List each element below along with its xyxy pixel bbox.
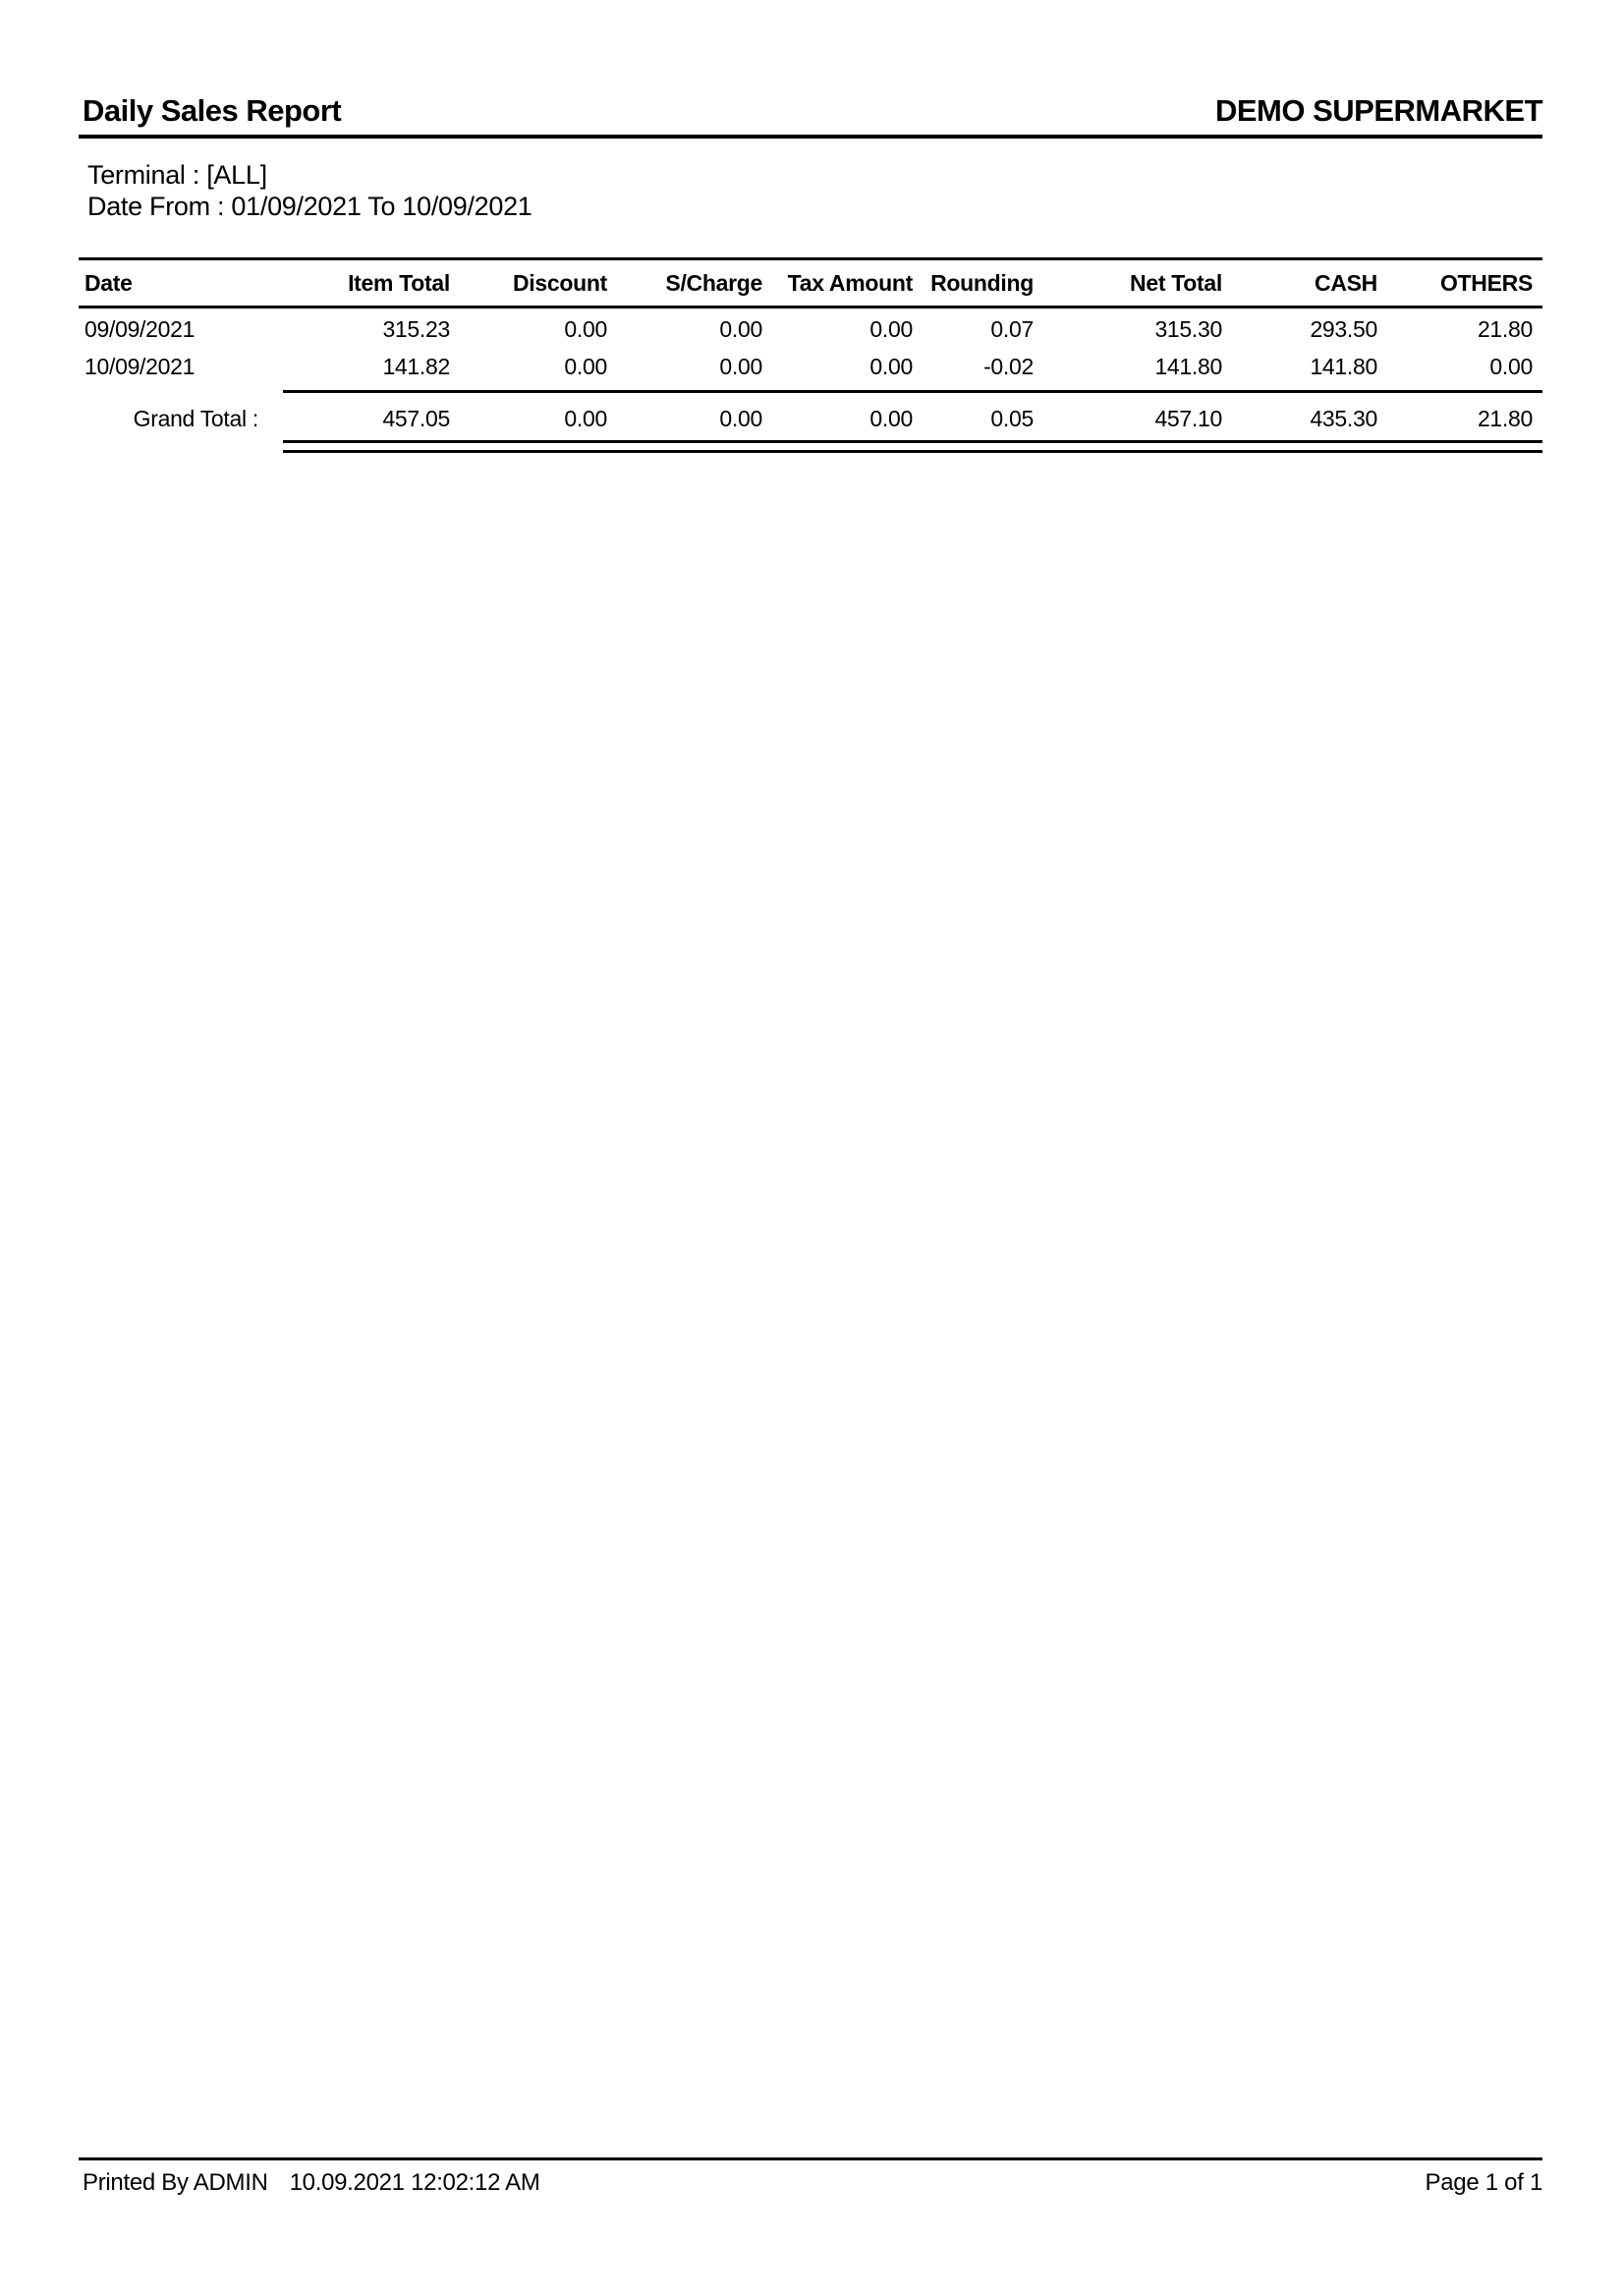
column-header-cash: CASH <box>1232 257 1387 308</box>
cell-rounding: 0.07 <box>990 316 1034 342</box>
cell-discount: 0.00 <box>564 316 607 342</box>
report-footer <box>79 2157 1542 2197</box>
footer-left <box>79 2169 540 2197</box>
grand-total-net-total: 457.10 <box>1043 390 1232 443</box>
grand-total-tax-amount: 0.00 <box>772 390 923 443</box>
table-row <box>79 346 1542 383</box>
date-range-line: Date From : 01/09/2021 To 10/09/2021 <box>87 192 532 221</box>
grand-total-cash: 435.30 <box>1232 390 1387 443</box>
grand-total-s-charge: 0.00 <box>617 390 772 443</box>
grand-total-item-total: 457.05 <box>283 390 460 443</box>
grand-total-rounding: 0.05 <box>923 390 1043 443</box>
page-title: Daily Sales Report <box>83 93 342 128</box>
cell-tax-amount: 0.00 <box>869 316 913 342</box>
grand-total-underline-row <box>79 450 1542 453</box>
cell-tax-amount: 0.00 <box>869 354 913 379</box>
spacer-row <box>79 383 1542 390</box>
printed-by-label: Printed By ADMIN <box>83 2169 268 2196</box>
table-header-row <box>79 257 1542 308</box>
column-header-item-total: Item Total <box>283 257 460 308</box>
sales-table <box>79 257 1542 453</box>
cell-net-total: 315.30 <box>1154 316 1222 342</box>
column-header-net-total: Net Total <box>1043 257 1232 308</box>
cell-item-total: 141.82 <box>382 354 450 379</box>
cell-cash: 141.80 <box>1310 354 1377 379</box>
column-header-discount: Discount <box>460 257 617 308</box>
cell-rounding: -0.02 <box>983 354 1034 379</box>
table-row <box>79 308 1542 346</box>
column-header-s-charge: S/Charge <box>617 257 772 308</box>
column-header-date: Date <box>79 257 283 308</box>
company-name: DEMO SUPERMARKET <box>1214 93 1542 128</box>
cell-date: 09/09/2021 <box>84 316 196 342</box>
cell-discount: 0.00 <box>564 354 607 379</box>
cell-s-charge: 0.00 <box>719 354 762 379</box>
grand-total-underline <box>283 450 1542 453</box>
cell-net-total: 141.80 <box>1154 354 1222 379</box>
page-number: Page 1 of 1 <box>1425 2169 1542 2196</box>
cell-s-charge: 0.00 <box>719 316 762 342</box>
column-header-others: OTHERS <box>1387 257 1542 308</box>
cell-others: 21.80 <box>1477 316 1533 342</box>
report-meta <box>79 159 1542 222</box>
header-divider <box>79 135 1542 139</box>
cell-cash: 293.50 <box>1310 316 1377 342</box>
grand-total-others: 21.80 <box>1387 390 1542 443</box>
report-header <box>79 93 1542 129</box>
column-header-rounding: Rounding <box>923 257 1043 308</box>
grand-total-row <box>79 390 1542 443</box>
cell-item-total: 315.23 <box>382 316 450 342</box>
column-header-tax-amount: Tax Amount <box>772 257 923 308</box>
sales-table-wrap <box>79 257 1542 453</box>
spacer-row <box>79 443 1542 450</box>
cell-date: 10/09/2021 <box>84 354 196 379</box>
grand-total-label: Grand Total : <box>133 406 258 431</box>
cell-others: 0.00 <box>1489 354 1533 379</box>
printed-at-timestamp: 10.09.2021 12:02:12 AM <box>289 2169 540 2196</box>
grand-total-discount: 0.00 <box>460 390 617 443</box>
terminal-line: Terminal : [ALL] <box>87 160 267 190</box>
